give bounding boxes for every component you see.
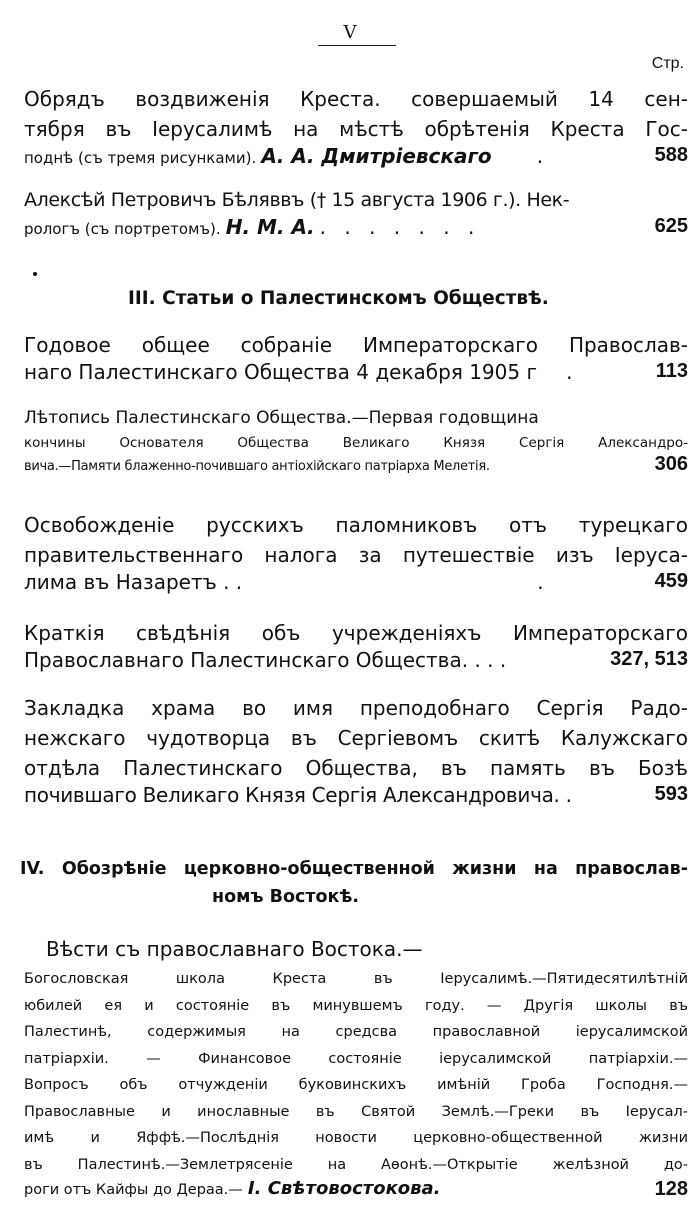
entry-text-line: Вопросъ объ отчужденіи буковинскихъ имѣній Гроба Господня.— [24, 1077, 688, 1093]
section-title-line: номъ Востокѣ. [212, 887, 359, 907]
section-title-iii: III. Статьи о Палестинскомъ Обществѣ. [128, 288, 549, 309]
entry-text-line: отдѣла Палестинскаго Общества, въ память въ Бозѣ [24, 756, 688, 780]
entry-text-line: роги отъ Кайфы до Дераа.— [24, 1182, 243, 1198]
entry-text-line: правительственнаго налога за путешествіе изъ Іеруса- [24, 543, 688, 567]
toc-entry-news [24, 932, 688, 1208]
section-title-iv [20, 855, 688, 911]
entry-text-line: имѣ и Яффѣ.—Послѣднія новости церковно-общественной жизни [24, 1130, 688, 1146]
ink-dot [33, 272, 37, 276]
toc-entry-chronicle [24, 405, 688, 483]
entry-page: 588 [654, 144, 688, 166]
page-column-header: Стр. [651, 55, 684, 72]
entry-page: 113 [655, 360, 688, 382]
entry-text-line: Православнаго Палестинскаго Общества. . . . [24, 648, 507, 672]
entry-text-line: Палестинѣ, содержимыя на средсва православной іерусалимской [24, 1024, 688, 1040]
entry-page: 327, 513 [610, 648, 688, 670]
entry-text-line: Закладка храма во имя преподобнаго Сергія Радо- [24, 696, 688, 720]
entry-text-line: лима въ Назаретъ . . [24, 570, 243, 594]
entry-text-line: кончины Основателя Общества Великаго Князя Сергія Александро- [24, 435, 688, 451]
toc-entry-annual-meeting [24, 330, 688, 392]
entry-text-line: Освобожденіе русскихъ паломниковъ отъ турецкаго [24, 513, 688, 537]
entry-text-line: вича.—Памяти блаженно-почившаго антіохійскаго патріарха Мелетія. [24, 459, 490, 474]
entry-text-line: Лѣтопись Палестинскаго Общества.—Первая годовщина [24, 408, 539, 428]
entry-text-line: поднѣ (съ тремя рисунками). [24, 149, 257, 167]
entry-text-line: наго Палестинскаго Общества 4 декабря 1905 г [24, 360, 537, 384]
news-heading: Вѣсти съ православнаго Востока.— [46, 937, 423, 961]
entry-text-line: юбилей ея и состояніе въ минувшемъ году. — Другія школы въ [24, 997, 688, 1014]
entry-text-line: нежскаго чудотворца въ Сергіевомъ скитѣ Калужскаго [24, 726, 688, 750]
entry-page: 593 [654, 783, 688, 805]
toc-entry-institutions [24, 618, 688, 680]
entry-text-line: почившаго Великаго Князя Сергія Александровича. . [24, 783, 572, 807]
entry-author: І. Свѣтовостокова. [247, 1178, 441, 1199]
section-title-line: IV. Обозрѣніе церковно-общественной жизни на православ- [20, 859, 688, 879]
leader-dots: . . . . . . . [319, 215, 481, 239]
entry-text-line: Алексѣй Петровичъ Бѣляввъ († 15 августа 1906 г.). Нек- [24, 189, 570, 211]
toc-entry-belyaev-obituary [24, 185, 688, 247]
entry-text-line: тября въ Іерусалимѣ на мѣстѣ обрѣтенія Креста Гос- [24, 117, 688, 141]
page-rule [318, 45, 396, 46]
leader-dots: . [566, 360, 573, 384]
leader-dots: . [537, 570, 544, 594]
page-number: V [343, 22, 357, 43]
entry-text-line: патріархіи. — Финансовое состояніе іерусалимской патріархіи.— [24, 1050, 688, 1067]
entry-page: 459 [654, 570, 688, 592]
entry-text-line: рологъ (съ портретомъ). [24, 220, 221, 238]
leader-dots: . [536, 144, 544, 168]
entry-text-line: въ Палестинѣ.—Землетрясеніе на Аѳонѣ.—Открытіе желѣзной до- [24, 1156, 688, 1173]
entry-author: Н. М. А. [225, 215, 315, 239]
entry-page: 625 [654, 215, 688, 237]
entry-text-line: Краткія свѣдѣнія объ учрежденіяхъ Императорскаго [24, 621, 688, 645]
toc-entry-temple-foundation [24, 693, 688, 815]
entry-page: 306 [654, 453, 688, 475]
entry-text-line: Годовое общее собраніе Императорскаго Православ- [24, 333, 688, 357]
toc-entry-pilgrims-tax [24, 510, 688, 602]
toc-entry-cross-ritual [24, 84, 688, 176]
entry-page: 128 [654, 1178, 688, 1200]
entry-text-line: Богословская школа Креста въ Іерусалимѣ.—Пятидесятилѣтній [24, 971, 688, 987]
entry-author: А. А. Дмитріевскаго [261, 144, 492, 168]
entry-text-line: Обрядъ воздвиженія Креста. совершаемый 14 сен- [24, 87, 688, 111]
entry-text-line: Православные и инославные въ Святой Землѣ.—Греки въ Іерусал- [24, 1103, 688, 1120]
